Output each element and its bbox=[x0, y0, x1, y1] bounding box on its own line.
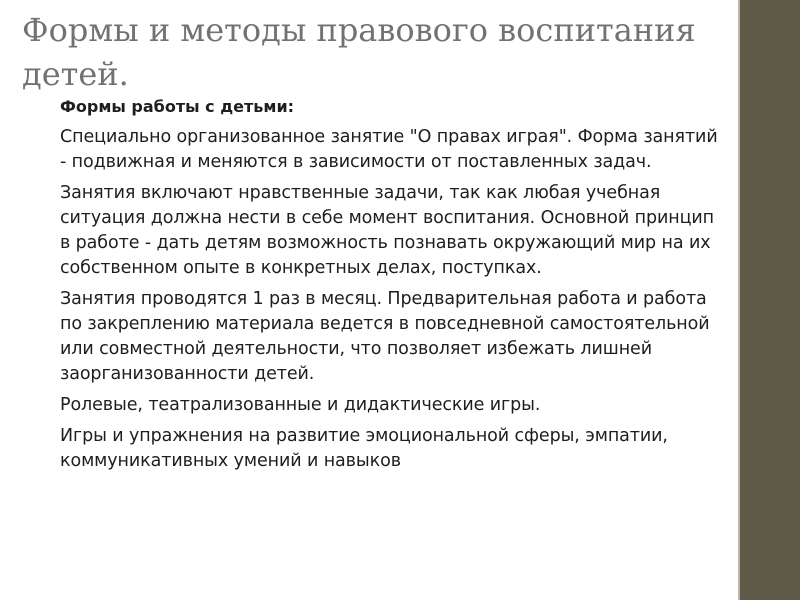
paragraph-moral-tasks: Занятия включают нравственные задачи, так как любая учебная ситуация должна нести в себе момент воспитания. Основной принцип в работе - дать детям возможность познавать окружающий мир на их собственном опыте в конкретных делах, поступках. bbox=[60, 183, 715, 278]
paragraph-organized-lesson: Специально организованное занятие "О правах играя". Форма занятий - подвижная и меняются в зависимости от поставленных задач. bbox=[60, 127, 718, 172]
paragraph-role-games: Ролевые, театрализованные и дидактические игры. bbox=[60, 395, 541, 415]
section-subheading: Формы работы с детьми: bbox=[60, 97, 295, 116]
slide-body bbox=[60, 96, 720, 480]
paragraph-lesson-frequency: Занятия проводятся 1 раз в месяц. Предварительная работа и работа по закреплению материала ведется в повседневной самостоятельной или совместной деятельности, что позволяет избежать лишней заорганизованности детей. bbox=[60, 289, 710, 384]
slide-title: Формы и методы правового воспитания детей. bbox=[22, 11, 696, 93]
paragraph-emotional-exercises: Игры и упражнения на развитие эмоциональной сферы, эмпатии, коммуникативных умений и навыков bbox=[60, 426, 668, 471]
decorative-right-band bbox=[740, 0, 800, 600]
